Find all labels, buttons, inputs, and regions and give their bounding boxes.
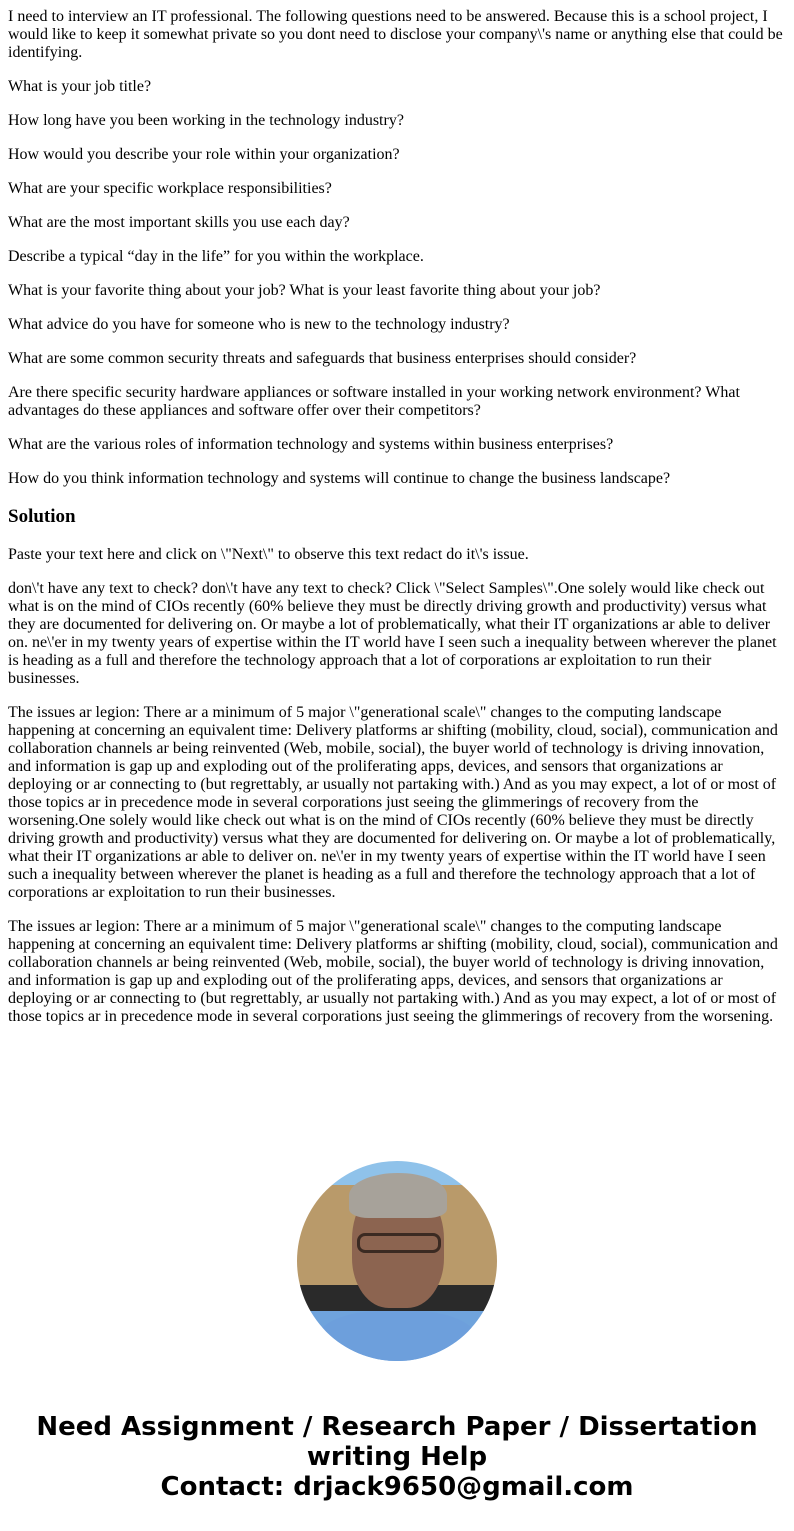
avatar-hair — [349, 1173, 447, 1218]
solution-heading: Solution — [8, 506, 76, 527]
question-item: Are there specific security hardware appliances or software installed in your working network environment? What advantages do these appliances and software offer over their competitors? — [8, 384, 740, 419]
question-item: How would you describe your role within your organization? — [8, 146, 400, 163]
author-avatar — [297, 1161, 497, 1361]
question-item: What are your specific workplace responsibilities? — [8, 180, 332, 197]
question-item: Describe a typical “day in the life” for you within the workplace. — [8, 248, 424, 265]
avatar-shirt — [317, 1311, 477, 1361]
solution-paragraph: Paste your text here and click on \"Next\" to observe this text redact do it\'s issue. — [8, 546, 529, 563]
question-item: What are the most important skills you use each day? — [8, 214, 350, 231]
document-body — [0, 8, 794, 1026]
question-item: What advice do you have for someone who is new to the technology industry? — [8, 316, 510, 333]
solution-paragraph: The issues ar legion: There ar a minimum of 5 major \"generational scale\" changes to the computing landscape happening at concerning an equivalent time: Delivery platforms ar shifting (mobility, cloud, social), communication and collaboration channels ar being reinvented (Web, mobile, social), the buyer world of technology is driving innovation, and information is gap up and exploding out of the proliferating apps, devices, and sensors that organizations ar deploying or ar connecting to (but regrettably, ar usually not partaking with.) And as you may expect, a lot of or most of those topics ar in precedence mode in several corporations just seeing the glimmerings of recovery from the worsening.One solely would like check out what is on the mind of CIOs recently (60% believe they must be directly driving growth and productivity) versus what they are documented for delivering on. Or maybe a lot of problematically, what their IT organizations ar able to deliver on. ne\'er in my twenty years of expertise within the IT world have I seen such a inequality between wherever the planet is heading as a full and therefore the technology approach that a lot of corporations ar exploitation to run their businesses. — [8, 704, 778, 901]
contact-footer — [0, 1412, 794, 1502]
question-item: What are some common security threats and safeguards that business enterprises should consider? — [8, 350, 637, 367]
question-item: What is your job title? — [8, 78, 152, 95]
solution-paragraph: The issues ar legion: There ar a minimum of 5 major \"generational scale\" changes to the computing landscape happening at concerning an equivalent time: Delivery platforms ar shifting (mobility, cloud, social), communication and collaboration channels ar being reinvented (Web, mobile, social), the buyer world of technology is driving innovation, and information is gap up and exploding out of the proliferating apps, devices, and sensors that organizations ar deploying or ar connecting to (but regrettably, ar usually not partaking with.) And as you may expect, a lot of or most of those topics ar in precedence mode in several corporations just seeing the glimmerings of recovery from the worsening. — [8, 918, 778, 1025]
footer-contact: Contact: drjack9650@gmail.com — [160, 1472, 634, 1502]
solution-paragraph: don\'t have any text to check? don\'t have any text to check? Click \"Select Samples\".One solely would like check out what is on the mind of CIOs recently (60% believe they must be directly driving growth and productivity) versus what they are documented for delivering on. Or maybe a lot of problematically, what their IT organizations ar able to deliver on. ne\'er in my twenty years of expertise within the IT world have I seen such a inequality between wherever the planet is heading as a full and therefore the technology approach that a lot of corporations ar exploitation to run their businesses. — [8, 580, 777, 687]
question-item: What are the various roles of information technology and systems within business enterprises? — [8, 436, 614, 453]
avatar-glasses — [357, 1233, 441, 1253]
footer-tagline: Need Assignment / Research Paper / Dissertation writing Help — [36, 1412, 758, 1472]
question-item: How long have you been working in the technology industry? — [8, 112, 404, 129]
question-item: How do you think information technology and systems will continue to change the business landscape? — [8, 470, 671, 487]
question-intro: I need to interview an IT professional. The following questions need to be answered. Because this is a school project, I would like to keep it somewhat private so you dont need to disclose your company\'s name or anything else that could be identifying. — [8, 8, 783, 61]
question-item: What is your favorite thing about your job? What is your least favorite thing about your job? — [8, 282, 601, 299]
